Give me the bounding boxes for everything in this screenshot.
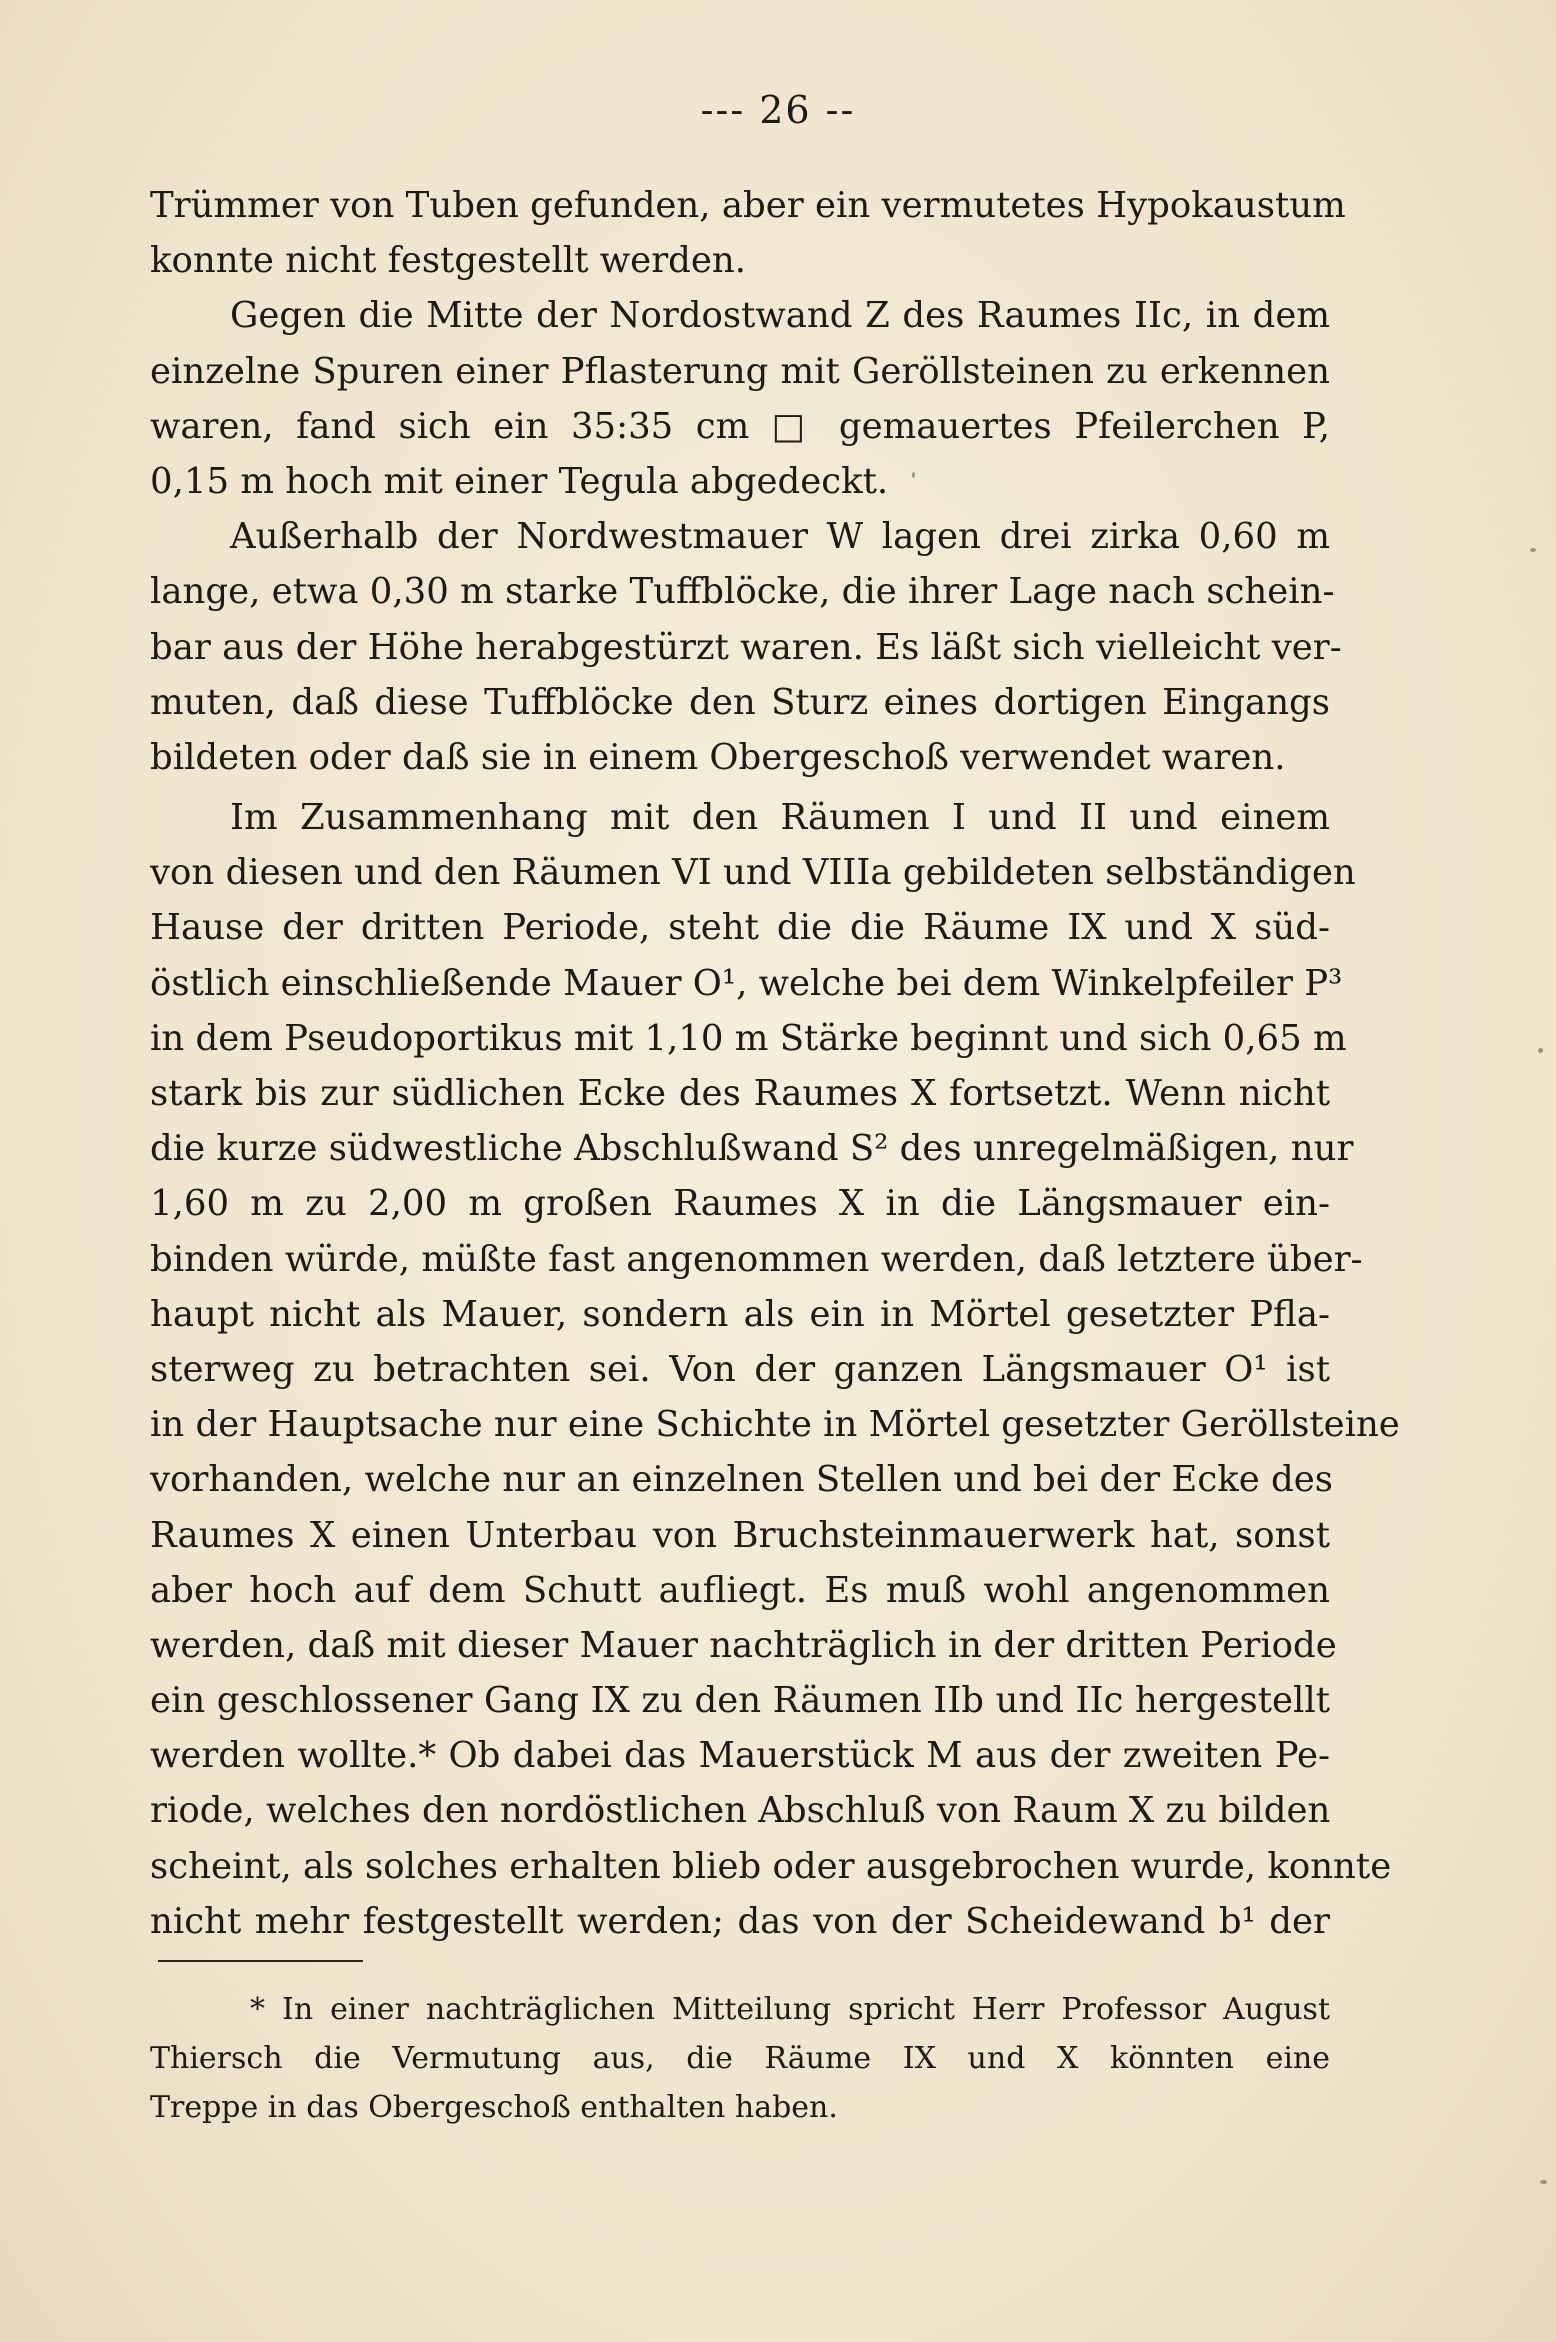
text-line: von diesen und den Räumen VI und VIIIa gebildeten selbständigen xyxy=(150,852,1356,894)
page-number: --- 26 -- xyxy=(700,88,856,132)
text-line: Trümmer von Tuben gefunden, aber ein vermutetes Hypokaustum xyxy=(150,185,1346,226)
text-line: nicht mehr festgestellt werden; das von der Scheidewand b¹ der xyxy=(150,1900,1330,1942)
text-line: vorhanden, welche nur an einzelnen Stellen und bei der Ecke des xyxy=(150,1459,1333,1501)
text-line: aber hoch auf dem Schutt aufliegt. Es muß wohl angenommen xyxy=(150,1569,1330,1611)
text-line: 1,60 m zu 2,00 m großen Raumes X in die Längsmauer ein- xyxy=(150,1183,1330,1225)
footnote-line: * In einer nachträglichen Mitteilung spricht Herr Professor August xyxy=(250,1992,1330,2027)
paragraph xyxy=(150,790,1400,2115)
paragraph xyxy=(150,288,1330,509)
text-line: Außerhalb der Nordwestmauer W lagen drei zirka 0,60 m xyxy=(230,516,1330,558)
text-line: bar aus der Höhe herabgestürzt waren. Es läßt sich vielleicht ver- xyxy=(150,626,1342,668)
text-line: Im Zusammenhang mit den Räumen I und II und einem xyxy=(230,797,1330,839)
paper-speck xyxy=(912,472,915,478)
body-text xyxy=(150,178,1400,2115)
paper-speck xyxy=(1538,1048,1543,1053)
text-line: östlich einschließende Mauer O¹, welche bei dem Winkelpfeiler P³ xyxy=(150,962,1343,1004)
footnote xyxy=(150,1985,1330,2132)
text-line: Raumes X einen Unterbau von Bruchsteinmauerwerk hat, sonst xyxy=(150,1514,1330,1556)
text-line: werden wollte.* Ob dabei das Mauerstück M aus der zweiten Pe- xyxy=(150,1735,1330,1777)
text-line: muten, daß diese Tuffblöcke den Sturz eines dortigen Eingangs xyxy=(150,681,1330,723)
text-line: Hause der dritten Periode, steht die die Räume IX und X süd- xyxy=(150,907,1330,949)
text-line: einzelne Spuren einer Pflasterung mit Geröllsteinen zu erkennen xyxy=(150,350,1330,392)
paper-speck xyxy=(1530,548,1536,552)
text-line: in der Hauptsache nur eine Schichte in Mörtel gesetzter Geröllsteine xyxy=(150,1404,1400,1446)
paragraph xyxy=(150,178,1346,288)
text-line: bildeten oder daß sie in einem Obergeschoß verwendet waren. xyxy=(150,736,1286,778)
text-line: in dem Pseudoportikus mit 1,10 m Stärke beginnt und sich 0,65 m xyxy=(150,1017,1347,1059)
footnote-line: Treppe in das Obergeschoß enthalten haben. xyxy=(150,2090,838,2125)
text-line: 0,15 m hoch mit einer Tegula abgedeckt. xyxy=(150,460,889,502)
text-line: waren, fand sich ein 35:35 cm □ gemauertes Pfeilerchen P, xyxy=(150,405,1330,447)
text-line: scheint, als solches erhalten blieb oder ausgebrochen wurde, konnte xyxy=(150,1845,1392,1887)
footnote-divider xyxy=(158,1960,363,1962)
text-line: riode, welches den nordöstlichen Abschluß von Raum X zu bilden xyxy=(150,1790,1331,1832)
text-line: die kurze südwestliche Abschlußwand S² des unregelmäßigen, nur xyxy=(150,1128,1354,1170)
text-line: stark bis zur südlichen Ecke des Raumes X fortsetzt. Wenn nicht xyxy=(150,1073,1330,1114)
text-line: Gegen die Mitte der Nordostwand Z des Raumes IIc, in dem xyxy=(230,295,1330,337)
paragraph xyxy=(150,509,1342,785)
text-line: binden würde, müßte fast angenommen werden, daß letztere über- xyxy=(150,1238,1363,1280)
footnote-line: Thiersch die Vermutung aus, die Räume IX und X könnten eine xyxy=(150,2041,1330,2076)
text-line: haupt nicht als Mauer, sondern als ein in Mörtel gesetzter Pfla- xyxy=(150,1293,1330,1335)
paper-speck xyxy=(1540,2180,1547,2184)
text-line: werden, daß mit dieser Mauer nachträglich in der dritten Periode xyxy=(150,1624,1337,1666)
text-line: ein geschlossener Gang IX zu den Räumen IIb und IIc hergestellt xyxy=(150,1680,1330,1722)
text-line: konnte nicht festgestellt werden. xyxy=(150,240,747,282)
text-line: sterweg zu betrachten sei. Von der ganzen Längsmauer O¹ ist xyxy=(150,1348,1330,1390)
text-line: lange, etwa 0,30 m starke Tuffblöcke, die ihrer Lage nach schein- xyxy=(150,571,1335,613)
